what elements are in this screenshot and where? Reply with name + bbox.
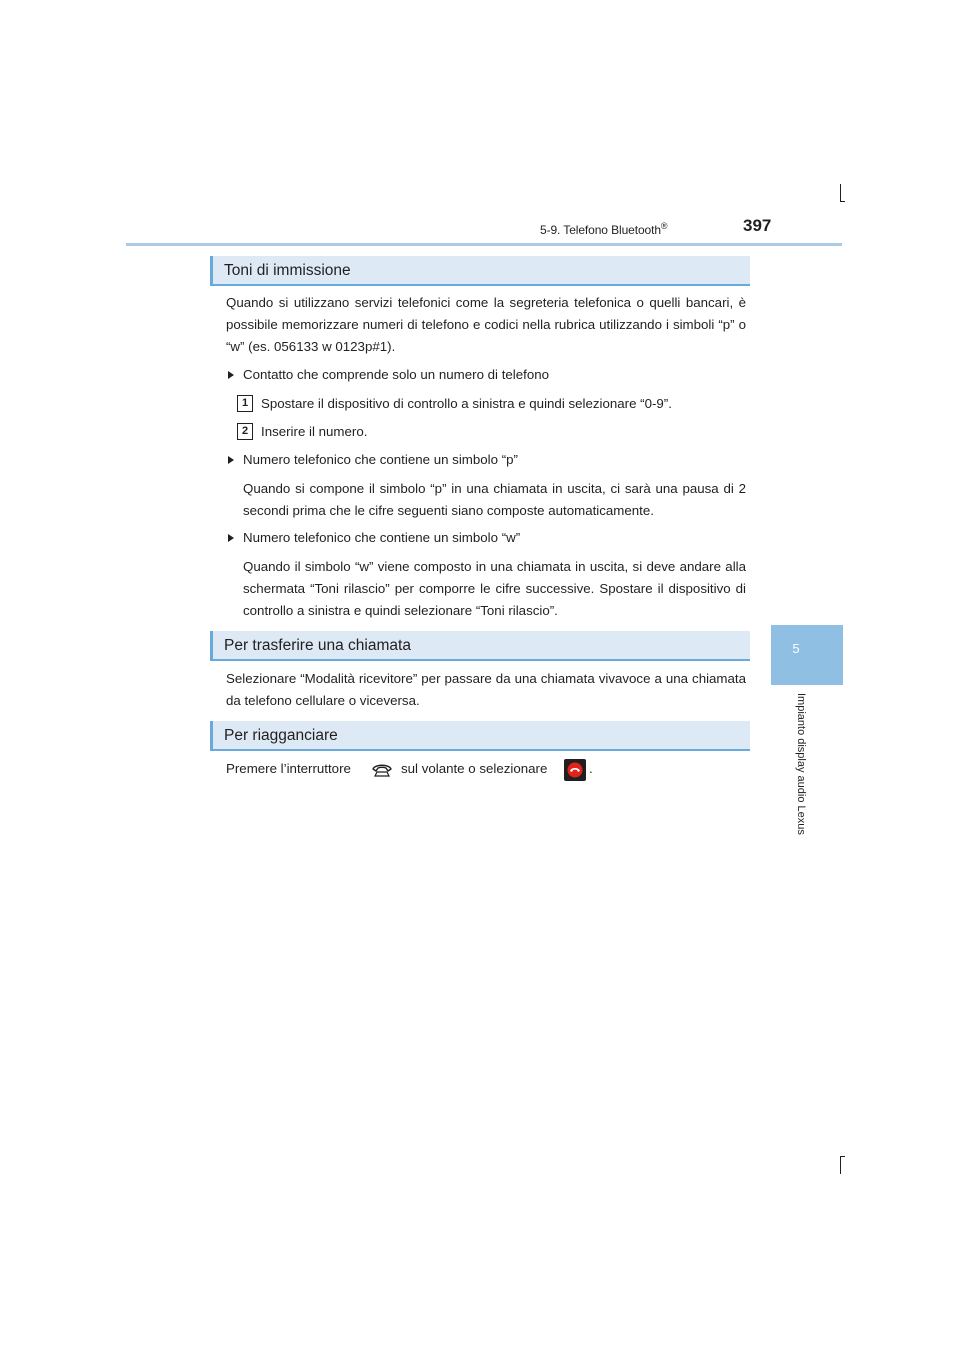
header-section-title: 5-9. Telefono Bluetooth (540, 223, 661, 237)
crop-mark-bottom (840, 1156, 841, 1174)
step-number-badge: 1 (237, 395, 253, 412)
header-rule (126, 243, 842, 246)
phone-handset-icon (371, 763, 393, 777)
intro-paragraph: Quando si utilizzano servizi telefonici come la segreteria telefonica o quelli bancari, è possibile memorizzare numeri di telefono e codici nella rubrica utilizzando i simboli “p” o “w” (es. 056133 w 0123p#1). (226, 295, 746, 354)
step-text: Spostare il dispositivo di controllo a sinistra e quindi selezionare “0-9”. (261, 396, 672, 411)
hang-up-icon (564, 759, 586, 781)
running-header (540, 221, 667, 237)
crop-mark-bottom-foot (840, 1156, 845, 1157)
hangup-text-after: . (589, 761, 593, 776)
hang-up-glyph (567, 762, 583, 778)
section-title: Per trasferire una chiamata (224, 637, 411, 654)
bullet-paragraph: Quando si compone il simbolo “p” in una chiamata in uscita, ci sarà una pausa di 2 secondi prima che le cifre seguenti siano composte automaticamente. (243, 481, 746, 518)
page-number: 397 (743, 216, 772, 235)
crop-mark-top-foot (840, 201, 845, 202)
section-paragraph: Selezionare “Modalità ricevitore” per passare da una chiamata vivavoce a una chiamata da telefono cellulare o viceversa. (226, 671, 746, 708)
section-title: Toni di immissione (224, 262, 351, 279)
section-title: Per riagganciare (224, 727, 338, 744)
bullet-paragraph: Quando il simbolo “w” viene composto in una chiamata in uscita, si deve andare alla schermata “Toni rilascio” per comporre le cifre successive. Spostare il dispositivo di controllo a sinistra e quindi selezionare “Toni rilascio”. (243, 559, 746, 618)
chapter-title: Impianto display audio Lexus (795, 693, 807, 835)
step-number-badge: 2 (237, 423, 253, 440)
bullet-title: Numero telefonico che contiene un simbolo “w” (243, 530, 521, 545)
section-heading-trasferire (210, 631, 750, 661)
bullet-title: Contatto che comprende solo un numero di telefono (243, 367, 550, 382)
step-text: Inserire il numero. (261, 424, 368, 439)
registered-mark: ® (660, 221, 668, 231)
bullet-title: Numero telefonico che contiene un simbolo “p” (243, 452, 518, 467)
section-heading-riagganciare (210, 721, 750, 751)
bullet-triangle-icon (228, 371, 234, 379)
hangup-text-before: Premere l’interruttore (226, 761, 351, 776)
bullet-triangle-icon (228, 534, 234, 542)
chapter-number: 5 (792, 641, 800, 656)
crop-mark-top (840, 184, 841, 202)
bullet-triangle-icon (228, 456, 234, 464)
section-heading-toni (210, 256, 750, 286)
hangup-text-middle: sul volante o selezionare (401, 761, 548, 776)
